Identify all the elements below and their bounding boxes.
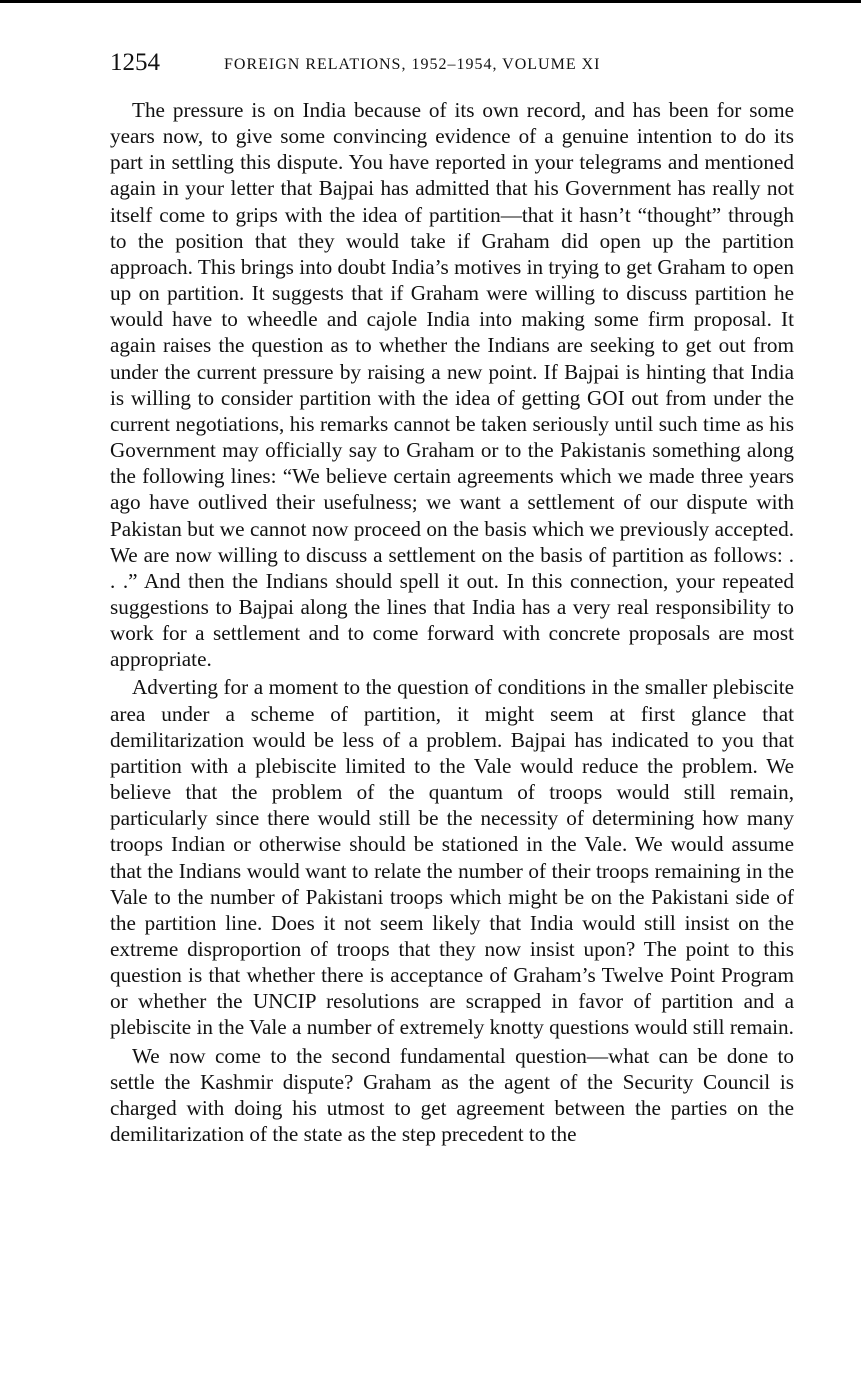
paragraph-plebiscite-area: Adverting for a moment to the question of conditions in the smaller plebiscite area under a scheme of partition, it might seem at first glance that demilitarization would be less of a problem. Bajpai has indicated to you that partition with a plebiscite limited to the Vale would reduce the problem. We believe that the problem of the quantum of troops would still remain, particularly since there would still be the necessity of determining how many troops Indian or otherwise should be stationed in the Vale. We would assume that the Indians would want to relate the number of their troops remaining in the Vale to the number of Pakistani troops which might be on the Pakistani side of the partition line. Does it not seem likely that India would still insist on the extreme disproportion of troops that they now insist upon? The point to this question is that whether there is acceptance of Graham’s Twelve Point Program or whether the UNCIP resolutions are scrapped in favor of partition and a plebiscite in the Vale a number of extremely knotty questions would still remain. — [110, 675, 794, 1040]
paragraph-india-pressure: The pressure is on India because of its own record, and has been for some years now, to give some convincing evidence of a genuine intention to do its part in settling this dispute. You have reported in your telegrams and mentioned again in your letter that Bajpai has admitted that his Government has really not itself come to grips with the idea of partition—that it hasn’t “thought” through to the position that they would take if Graham did open up the partition approach. This brings into doubt India’s motives in trying to get Graham to open up on partition. It suggests that if Graham were willing to discuss partition he would have to wheedle and cajole India into making some firm proposal. It again raises the question as to whether the Indians are seeking to get out from under the current pressure by raising a new point. If Bajpai is hinting that India is willing to consider partition with the idea of getting GOI out from under the current negotiations, his remarks cannot be taken seriously until such time as his Government may officially say to Graham or to the Pakistanis something along the following lines: “We believe certain agreements which we made three years ago have outlived their usefulness; we want a settlement of our dispute with Pakistan but we cannot now proceed on the basis which we previously accepted. We are now willing to discuss a settlement on the basis of partition as follows: . . .” And then the Indians should spell it out. In this connection, your repeated suggestions to Bajpai along the lines that India has a very real responsibility to work for a settlement and to come forward with concrete proposals are most appropriate. — [110, 98, 794, 672]
running-head — [110, 46, 794, 86]
document-page — [110, 46, 794, 1147]
body-text — [110, 97, 794, 1147]
page-number: 1254 — [110, 49, 160, 76]
paragraph-second-question: We now come to the second fundamental question—what can be done to settle the Kashmir dispute? Graham as the agent of the Security Council is charged with doing his utmost to get agreement between the parties on the demilitarization of the state as the step precedent to the — [110, 1043, 794, 1147]
running-title: FOREIGN RELATIONS, 1952–1954, VOLUME XI — [224, 56, 601, 73]
page-top-border — [0, 0, 861, 3]
